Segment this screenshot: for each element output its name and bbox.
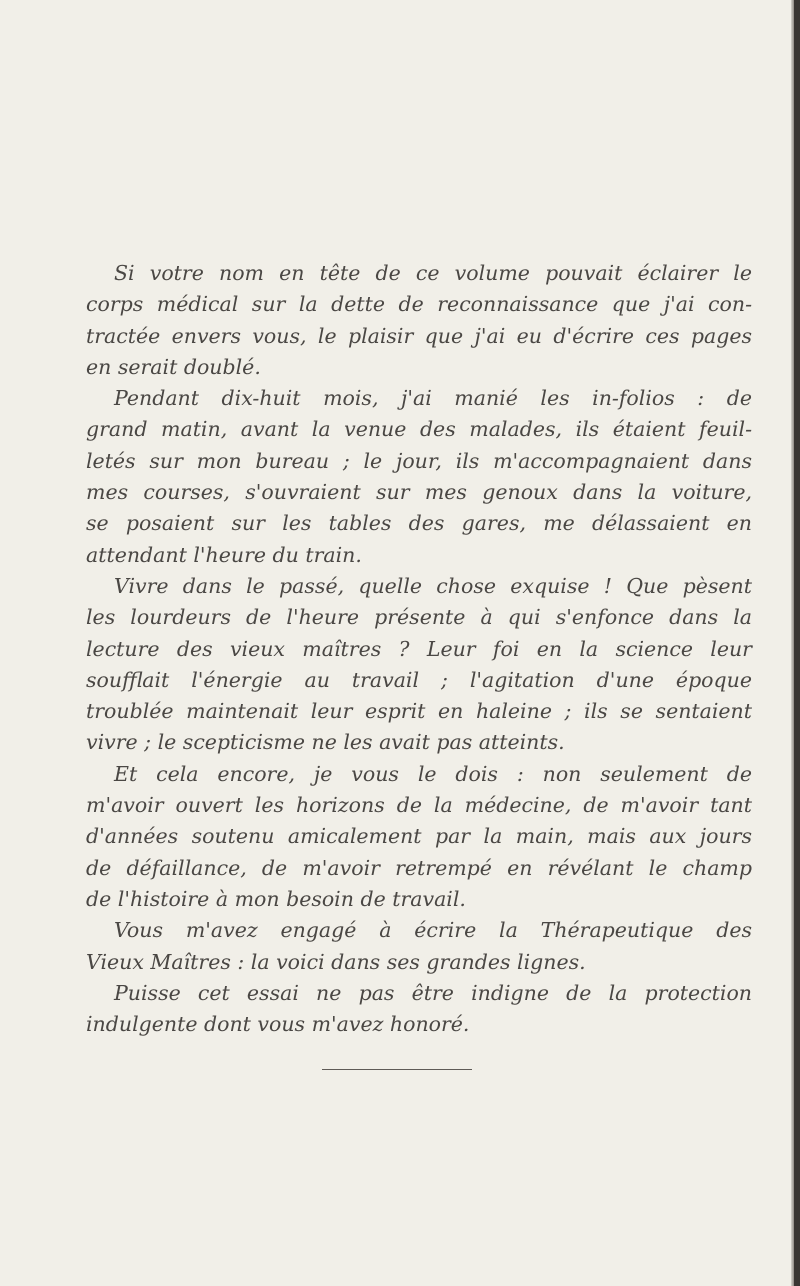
text-line: vivre ; le scepticisme ne les avait pas atteints. — [86, 730, 565, 755]
text-line: de l'histoire à mon besoin de travail. — [86, 886, 466, 911]
text-line: attendant l'heure du train. — [86, 542, 362, 567]
text-line: troublée maintenait leur esprit en haleine ; ils se sentaient — [86, 699, 752, 724]
book-spine-edge — [794, 0, 800, 1286]
text-line: se posaient sur les tables des gares, me délassaient en — [86, 511, 752, 536]
text-line: en serait doublé. — [86, 354, 261, 379]
text-line: mes courses, s'ouvraient sur mes genoux dans la voiture, — [86, 480, 752, 505]
closing-rule — [322, 1069, 472, 1070]
text-line: soufflait l'énergie au travail ; l'agitation d'une époque — [86, 667, 752, 692]
text-line: Et cela encore, je vous le dois : non seulement de — [114, 761, 752, 786]
text-line: Si votre nom en tête de ce volume pouvait éclairer le — [114, 261, 752, 285]
text-line: Vieux Maîtres : la voici dans ses grandes lignes. — [86, 949, 586, 974]
text-line: tractée envers vous, le plaisir que j'ai eu d'écrire ces pages — [86, 323, 752, 348]
text-line: corps médical sur la dette de reconnaissance que j'ai con- — [86, 292, 752, 317]
text-line: letés sur mon bureau ; le jour, ils m'accompagnaient dans — [86, 448, 752, 473]
text-line: d'années soutenu amicalement par la main, mais aux jours — [86, 824, 752, 849]
text-line: indulgente dont vous m'avez honoré. — [86, 1012, 470, 1037]
text-line: de défaillance, de m'avoir retrempé en révélant le champ — [86, 855, 752, 880]
text-line: Vous m'avez engagé à écrire la Thérapeutique des — [114, 918, 752, 943]
dedication-text — [86, 258, 752, 1040]
text-line: m'avoir ouvert les horizons de la médecine, de m'avoir tant — [86, 793, 752, 818]
text-line: Puisse cet essai ne pas être indigne de la protection — [114, 980, 752, 1005]
text-line: Pendant dix-huit mois, j'ai manié les in-folios : de — [114, 386, 752, 411]
text-line: les lourdeurs de l'heure présente à qui s'enfonce dans la — [86, 605, 752, 630]
text-line: lecture des vieux maîtres ? Leur foi en la science leur — [86, 636, 752, 661]
text-line: grand matin, avant la venue des malades, ils étaient feuil- — [86, 417, 752, 442]
text-line: Vivre dans le passé, quelle chose exquise ! Que pèsent — [114, 573, 752, 598]
